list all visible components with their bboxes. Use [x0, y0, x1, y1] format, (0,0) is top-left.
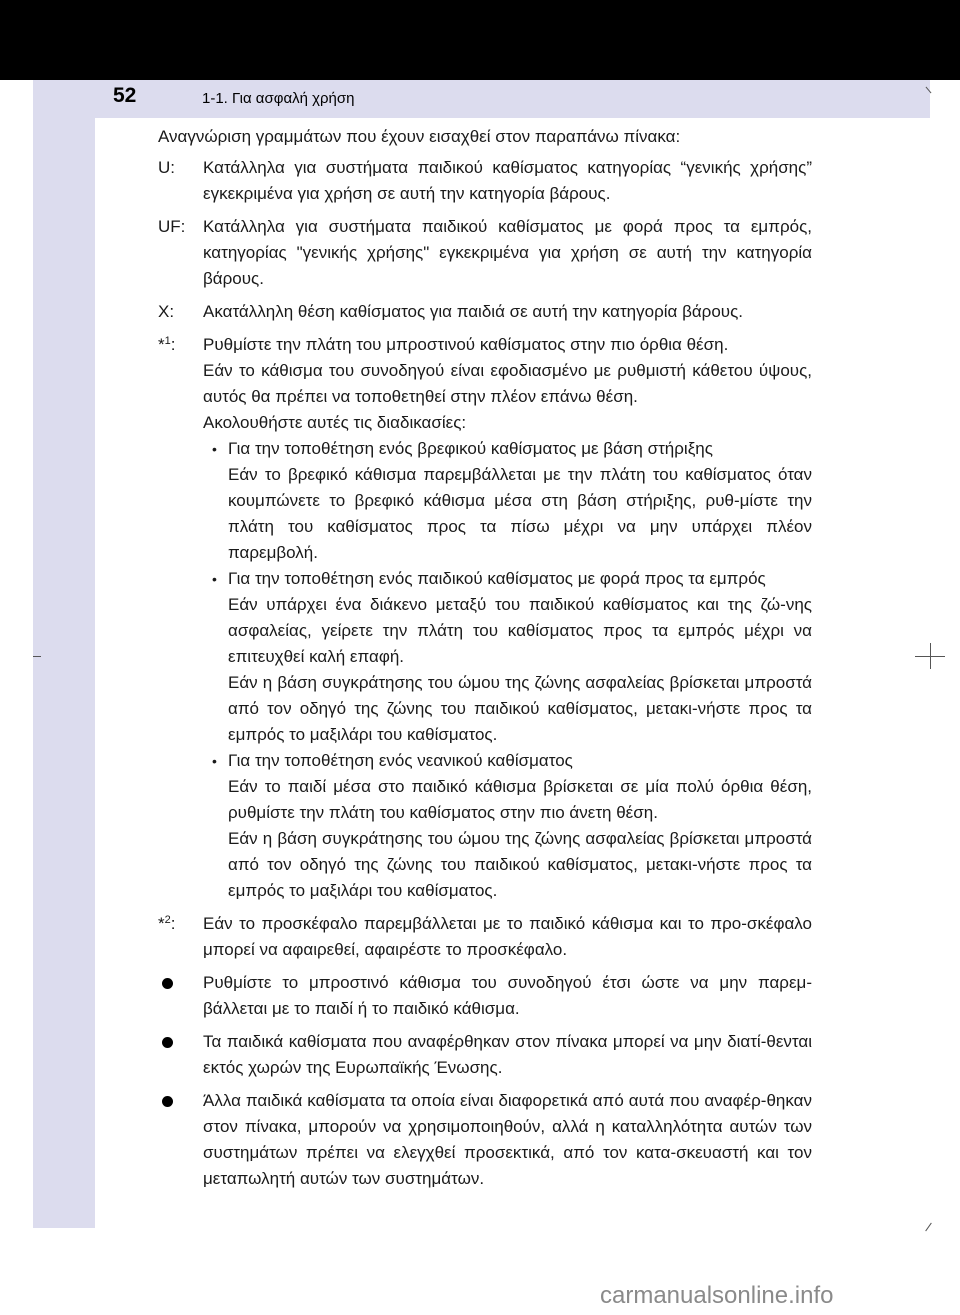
definition-key: U:	[158, 158, 175, 177]
procedure-text: Εάν το παιδί μέσα στο παιδικό κάθισμα βρίσκεται σε μία πολύ όρθια θέση, ρυθμίστε την πλάτη του καθίσματος στην πιο άνετη θέση.	[228, 777, 812, 822]
bullet-icon: •	[212, 441, 217, 457]
procedure-title: Για την τοποθέτηση ενός νεανικού καθίσματος	[228, 751, 573, 770]
note-text: Ρυθμίστε το μπροστινό κάθισμα του συνοδηγού έτσι ώστε να μην παρεμ-βάλλεται με το παιδί ή το παιδικό κάθισμα.	[203, 973, 812, 1018]
watermark: carmanualsonline.info	[600, 1282, 834, 1309]
procedure-text: Εάν υπάρχει ένα διάκενο μεταξύ του παιδικού καθίσματος και της ζώ-νης ασφαλείας, γείρετε την πλάτη του καθίσματος προς τα εμπρός μέχρι να επιτευχθεί καλή επαφή.	[228, 595, 812, 666]
page-content	[158, 124, 812, 1199]
procedure-infant-seat	[203, 436, 812, 566]
definition-text: Ακατάλληλη θέση καθίσματος για παιδιά σε αυτή την κατηγορία βάρους.	[203, 302, 744, 321]
definition-x	[158, 299, 812, 325]
bullet-icon: •	[212, 753, 217, 769]
page-number: 52	[113, 84, 137, 107]
footnote-2	[158, 911, 812, 963]
side-tab-strip	[33, 80, 95, 1228]
header-band	[33, 80, 930, 116]
footnote-1-line: Ρυθμίστε την πλάτη του μπροστινού καθίσματος στην πιο όρθια θέση.	[203, 335, 729, 354]
footnote-1-line: Ακολουθήστε αυτές τις διαδικασίες:	[203, 413, 467, 432]
section-title: 1-1. Για ασφαλή χρήση	[202, 90, 355, 107]
procedure-text: Εάν η βάση συγκράτησης του ώμου της ζώνης ασφαλείας βρίσκεται μπροστά από τον οδηγό της ζώνης του παιδικού καθίσματος, μετακι-νήστε προς τα εμπρός το μαξιλάρι του καθίσματος.	[228, 829, 812, 900]
procedure-forward-facing-seat	[203, 566, 812, 748]
note-item	[158, 1088, 812, 1192]
footnote-2-marker: *$^2$:	[158, 914, 176, 933]
procedure-title: Για την τοποθέτηση ενός παιδικού καθίσματος με φορά προς τα εμπρός	[228, 569, 766, 588]
header-rule	[95, 116, 930, 118]
procedure-booster-seat	[203, 748, 812, 904]
note-text: Άλλα παιδικά καθίσματα τα οποία είναι διαφορετικά από αυτά που αναφέρ-θηκαν στον πίνακα, μπορούν να χρησιμοποιηθούν, αλλά η καταλληλότητα αυτών των συστημάτων πρέπει να ελεγχθεί προσεκτικά, από τον κατα-σκευαστή και τον μεταπωλητή αυτών των συστημάτων.	[203, 1091, 812, 1188]
bullet-icon: •	[212, 571, 217, 587]
procedure-title: Για την τοποθέτηση ενός βρεφικού καθίσματος με βάση στήριξης	[228, 439, 713, 458]
note-item	[158, 970, 812, 1022]
bullet-dot-icon	[162, 1037, 173, 1048]
crop-mark-right-v	[930, 643, 931, 669]
definition-uf	[158, 214, 812, 292]
crop-mark-left	[33, 656, 41, 657]
crop-mark-bottom-right	[925, 1223, 932, 1232]
top-black-bar	[0, 0, 960, 80]
note-item	[158, 1029, 812, 1081]
footnote-1-marker: *$^1$:	[158, 335, 176, 354]
procedure-text: Εάν το βρεφικό κάθισμα παρεμβάλλεται με την πλάτη του καθίσματος όταν κουμπώνετε το βρεφικό κάθισμα μέσα στη βάση στήριξης, ρυθ-μίστε την πλάτη του καθίσματος προς τα πίσω μέχρι να μην υπάρχει πλέον παρεμβολή.	[228, 465, 812, 562]
note-text: Τα παιδικά καθίσματα που αναφέρθηκαν στον πίνακα μπορεί να μην διατί-θενται εκτός χωρών της Ευρωπαϊκής Ένωσης.	[203, 1032, 812, 1077]
definition-key: UF:	[158, 217, 186, 236]
definition-key: X:	[158, 302, 175, 321]
procedure-text: Εάν η βάση συγκράτησης του ώμου της ζώνης ασφαλείας βρίσκεται μπροστά από τον οδηγό της ζώνης του παιδικού καθίσματος, μετακι-νήστε προς τα εμπρός το μαξιλάρι του καθίσματος.	[228, 673, 812, 744]
definition-text: Κατάλληλα για συστήματα παιδικού καθίσματος κατηγορίας “γενικής χρήσης” εγκεκριμένα για χρήση σε αυτή την κατηγορία βάρους.	[203, 158, 812, 203]
definition-text: Κατάλληλα για συστήματα παιδικού καθίσματος με φορά προς τα εμπρός, κατηγορίας "γενικής χρήσης" εγκεκριμένα για χρήση σε αυτή την κατηγορία βάρους.	[203, 217, 812, 288]
definition-u	[158, 155, 812, 207]
bullet-dot-icon	[162, 978, 173, 989]
intro-text: Αναγνώριση γραμμάτων που έχουν εισαχθεί στον παραπάνω πίνακα:	[158, 127, 681, 146]
footnote-1-line: Εάν το κάθισμα του συνοδηγού είναι εφοδιασμένο με ρυθμιστή κάθετου ύψους, αυτός θα πρέπει να τοποθετηθεί στην πλέον επάνω θέση.	[203, 361, 812, 406]
bullet-dot-icon	[162, 1096, 173, 1107]
footnote-1	[158, 332, 812, 904]
footnote-2-text: Εάν το προσκέφαλο παρεμβάλλεται με το παιδικό κάθισμα και το προ-σκέφαλο μπορεί να αφαιρεθεί, αφαιρέστε το προσκέφαλο.	[203, 914, 812, 959]
